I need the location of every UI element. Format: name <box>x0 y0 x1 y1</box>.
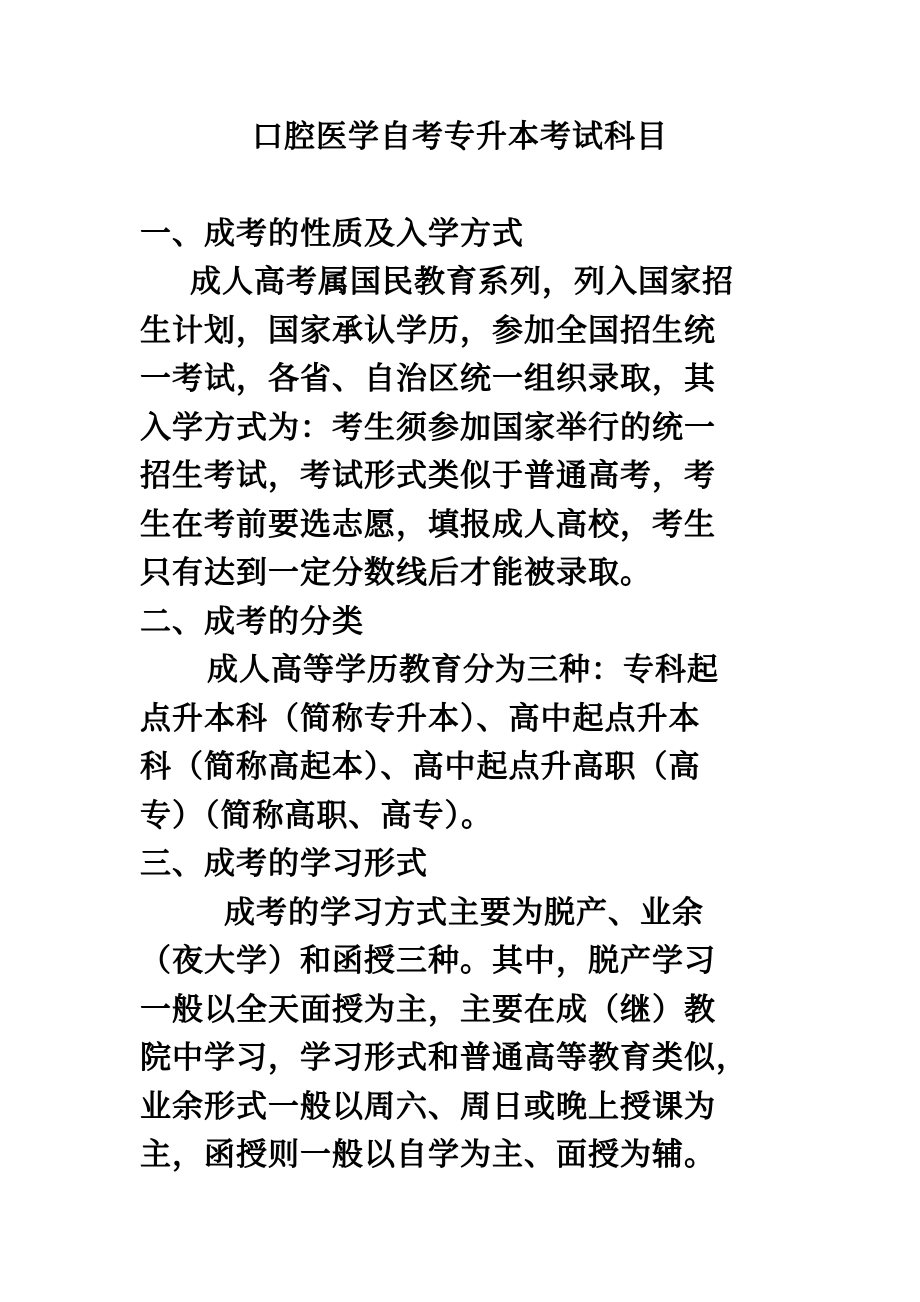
section-1-paragraph-line: 成人高考属国民教育系列，列入国家招 <box>190 264 734 300</box>
section-1-paragraph-line: 入学方式为：考生须参加国家举行的统一 <box>140 410 716 446</box>
section-3-paragraph-line: 主，函授则一般以自学为主、面授为辅。 <box>140 1137 716 1173</box>
section-1-paragraph-line: 生在考前要选志愿，填报成人高校，考生 <box>140 507 716 543</box>
section-2-paragraph-line: 专）（简称高职、高专）。 <box>140 798 493 834</box>
section-3-paragraph-line: （夜大学）和函授三种。其中，脱产学习 <box>140 943 716 979</box>
section-3-paragraph-line: 一般以全天面授为主，主要在成（继）教 <box>140 992 716 1028</box>
section-2-paragraph-line: 成人高等学历教育分为三种：专科起 <box>207 652 719 688</box>
section-1-heading: 一、成考的性质及入学方式 <box>140 216 524 252</box>
section-3-paragraph-line: 院中学习，学习形式和普通高等教育类似， <box>140 1040 748 1076</box>
section-1-paragraph-line: 只有达到一定分数线后才能被录取。 <box>140 555 652 591</box>
section-1-paragraph-line: 生计划，国家承认学历，参加全国招生统 <box>140 313 716 349</box>
section-1-paragraph-line: 招生考试，考试形式类似于普通高考，考 <box>140 458 716 494</box>
page-title: 口腔医学自考专升本考试科目 <box>252 119 668 155</box>
section-2-paragraph-line: 科（简称高起本）、高中起点升高职（高 <box>140 749 701 785</box>
section-1-paragraph-line: 一考试，各省、自治区统一组织录取，其 <box>140 361 716 397</box>
section-2-paragraph-line: 点升本科（简称专升本）、高中起点升本 <box>140 701 701 737</box>
section-3-paragraph-line: 成考的学习方式主要为脱产、业余 <box>224 895 704 931</box>
section-2-heading: 二、成考的分类 <box>140 604 364 640</box>
section-3-heading: 三、成考的学习形式 <box>140 846 428 882</box>
section-3-paragraph-line: 业余形式一般以周六、周日或晚上授课为 <box>140 1089 716 1125</box>
